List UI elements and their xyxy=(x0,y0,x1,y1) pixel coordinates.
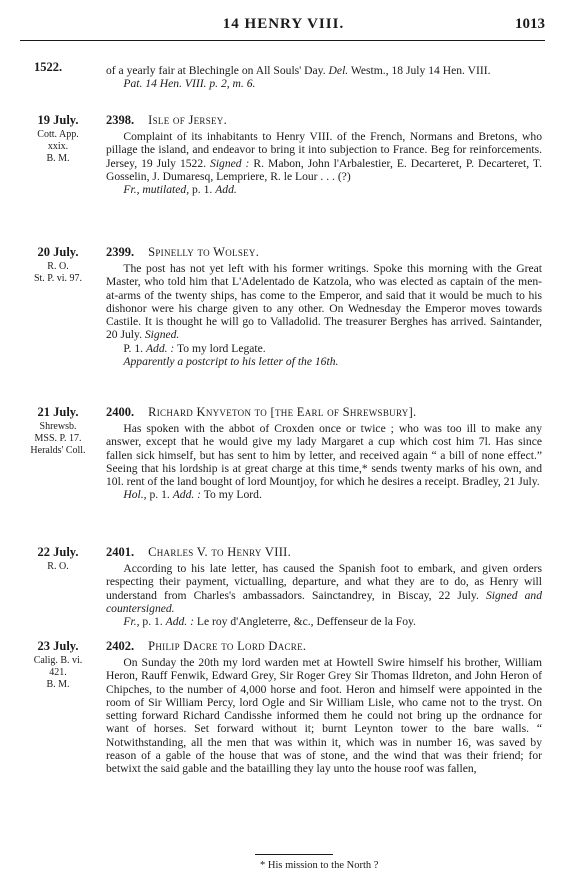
footnote: * His mission to the North ? xyxy=(260,860,379,871)
margin-ref: Calig. B. vi. xyxy=(33,655,83,666)
del-text: Westm., 18 July 14 Hen. VIII. xyxy=(350,64,491,77)
signed-label: Signed : xyxy=(210,156,250,170)
margin-ref: R. O. xyxy=(47,561,69,572)
entry-number: 2402. xyxy=(106,639,135,653)
entry-note: Hol., p. 1. Add. : To my Lord. xyxy=(123,488,262,502)
margin-2402 xyxy=(14,638,102,691)
margin-ref: B. M. xyxy=(46,679,70,690)
entry-continued xyxy=(106,64,542,91)
signed-label: Signed. xyxy=(144,328,180,342)
signatories: R. Mabon, John l'Arbalestier, E. Decarteret, P. Decarteret, T. Gosselin, J. Dumaresq, Lempriere, R. le Lour . . . (?) xyxy=(106,156,542,183)
entry-2401 xyxy=(106,544,542,628)
entry-number: 2399. xyxy=(106,245,135,259)
entry-number: 2401. xyxy=(106,545,135,559)
entry-date: 23 July. xyxy=(37,639,79,653)
entry-body: Complaint of its inhabitants to Henry VIII. of the French, Normans and Bretons, who pillage the island, and endeavor to bring it into subjection to France. Beg for reinforcements. Jersey, 19 July 1522. Signed : R. Mabon, John l'Arbalestier, E. Decarteret, P. Decarteret, T. Gosselin, J. Dumaresq, Lempriere, R. le Lour . . . (?) xyxy=(106,130,542,183)
entry-title: Isle of Jersey. xyxy=(148,113,228,127)
entry-heading xyxy=(106,544,542,561)
entry-continued-text: of a yearly fair at Blechingle on All Souls' Day. xyxy=(106,64,326,77)
entry-2398 xyxy=(106,112,542,196)
entry-note: P. 1. Add. : To my lord Legate. xyxy=(123,341,266,355)
margin-ref: B. M. xyxy=(46,153,70,164)
margin-2400 xyxy=(14,404,102,457)
entry-continued-source: Pat. 14 Hen. VIII. p. 2, m. 6. xyxy=(123,77,256,91)
entry-title: Philip Dacre to Lord Dacre. xyxy=(148,639,307,653)
signed-label: Signed and countersigned. xyxy=(106,588,543,615)
entry-date: 21 July. xyxy=(37,405,79,419)
entry-2400 xyxy=(106,404,542,502)
del-label: Del. xyxy=(328,64,349,77)
margin-2398 xyxy=(14,112,102,165)
margin-ref: St. P. vi. 97. xyxy=(33,273,83,284)
entry-body: On Sunday the 20th my lord warden met at Howtell Swire himself his brother, William Heron, Rauff Fenwik, Edward Grey, Sir Roger Grey Sir Thomas Ildreton, and John Heron of Chipches, to the number of 4,000 horse and foot. Heron and himself were appointed in the room of Sir William Percy, lord Ogle and Sir William Lisle, who came not to the tryst. On setting forward Richard Candisshe informed them he could not bring up the ordnance for want of horses. Set forward without it; burnt Leynton tower to the bare walls. “ Notwithstanding, all the men that was within it, which was in number 16, was saved by reason of a gable of the house that was of stone, and the wind that was their friend; for betwixt the said gable and the batailling they lay unto the house roof was fallen, xyxy=(106,656,542,776)
entry-heading xyxy=(106,112,542,129)
entry-note: Fr., mutilated, p. 1. Add. xyxy=(123,183,237,197)
margin-ref: R. O. xyxy=(47,261,69,272)
entry-body: According to his late letter, has caused the Spanish foot to embark, and given orders respecting their payment, victualling, departure, and what they are to do, as Henry will understand from Charles's ambassadors. Sainctandrey, in Biscay, 22 July. Signed and countersigned. xyxy=(106,562,543,615)
entry-date: 22 July. xyxy=(37,545,79,559)
entry-heading xyxy=(106,404,542,421)
entry-date: 19 July. xyxy=(37,113,79,127)
margin-ref: Shrewsb. xyxy=(39,421,77,432)
margin-ref: MSS. P. 17. xyxy=(34,433,82,444)
margin-2399 xyxy=(14,244,102,285)
entry-2402 xyxy=(106,638,542,776)
entry-title: Charles V. to Henry VIII. xyxy=(148,545,292,559)
entry-heading xyxy=(106,638,542,655)
entry-2399 xyxy=(106,244,542,368)
entry-date: 20 July. xyxy=(37,245,79,259)
running-title: 14 HENRY VIII. xyxy=(222,16,345,32)
entry-note-2: Apparently a postcript to his letter of the 16th. xyxy=(123,355,339,369)
entry-title: Richard Knyveton to [the Earl of Shrewsbury]. xyxy=(148,405,417,419)
margin-ref: Heralds' Coll. xyxy=(30,445,86,456)
entry-body: The post has not yet left with his former writings. Spoke this morning with the Great Master, who told him that L'Adelentado de Katzola, who was elected as captain of the men-at-arms of the twenty ships, has come to the Emperor, and said that it would be much to his dishonor were his charge given to any other. On Wednesday the Emperor moves towards Castile. It is thought he will go to Valladolid. The treasurer Berghes has arrived. Saintander, 20 July. Signed. xyxy=(106,262,542,342)
margin-2401 xyxy=(14,544,102,573)
page-number: 1013 xyxy=(515,16,545,32)
entry-title: Spinelly to Wolsey. xyxy=(148,245,260,259)
entry-heading xyxy=(106,244,542,261)
margin-ref: Cott. App. xyxy=(37,129,79,140)
year-label: 1522. xyxy=(34,60,63,74)
footnote-rule xyxy=(255,854,333,855)
margin-ref: 421. xyxy=(49,667,67,678)
entry-body: Has spoken with the abbot of Croxden once or twice ; who was too ill to make any answer, except that he would give my lady Margaret a cup which cost him 7l. Has since fallen sick himself, but has sent to him by letter, and received again “ a bill of none effect.” Seeing that his lordship is at great charge at this time,* sends twenty marks of his own, and 10l. rent of the land bought of lord Mountjoy, for which he desires a receipt. Bradley, 21 July. xyxy=(106,422,542,489)
header-rule xyxy=(20,40,545,41)
running-header xyxy=(0,16,567,36)
entry-number: 2398. xyxy=(106,113,135,127)
entry-number: 2400. xyxy=(106,405,135,419)
margin-ref: xxix. xyxy=(47,141,69,152)
entry-note: Fr., p. 1. Add. : Le roy d'Angleterre, &c., Deffenseur de la Foy. xyxy=(123,615,416,629)
